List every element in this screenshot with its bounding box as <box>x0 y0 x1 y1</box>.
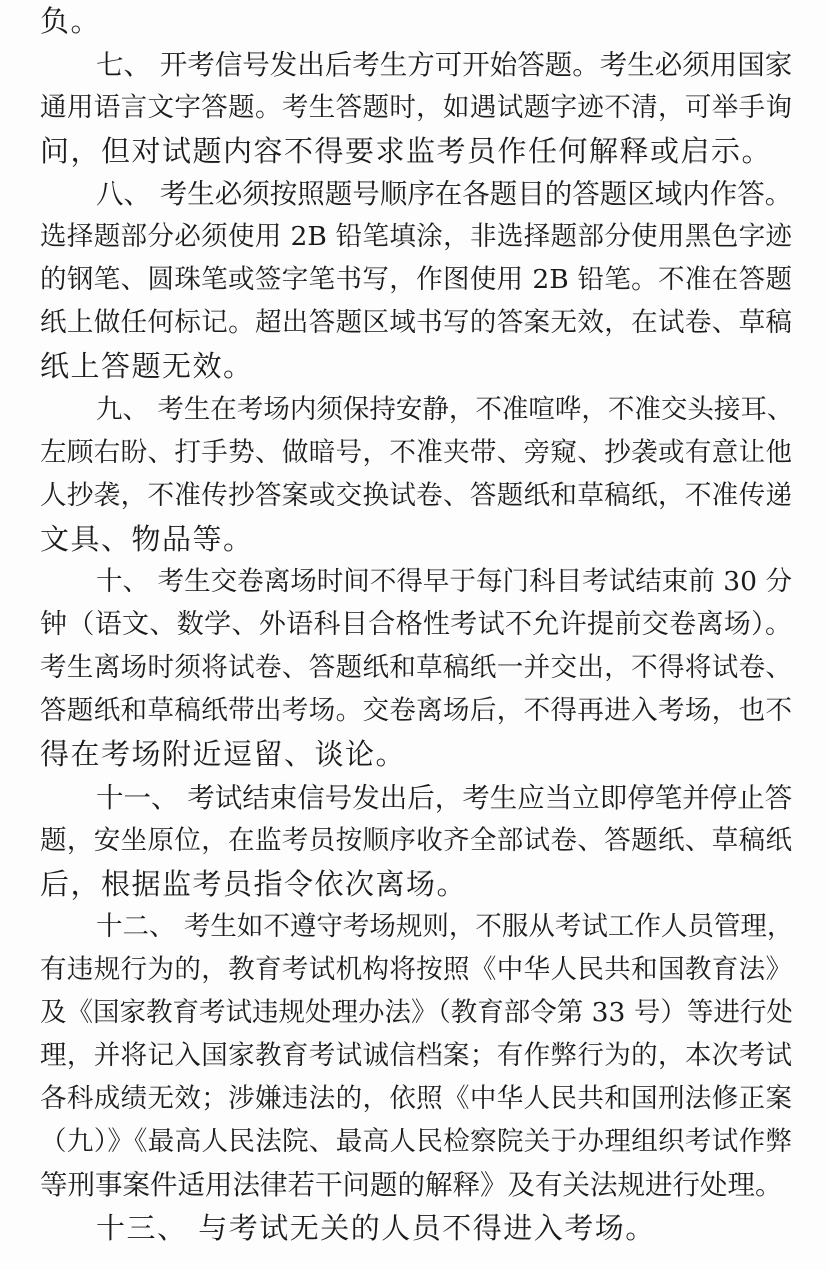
paragraph-12-line: 有违规行为的，教育考试机构将按照《中华人民共和国教育法》 <box>40 954 792 985</box>
paragraph-10-line: 钟（语文、数学、外语科目合格性考试不允许提前交卷离场）。 <box>40 609 792 640</box>
paragraph-8-line: 八、 考生必须按照题号顺序在各题目的答题区域内作答。 <box>96 178 793 210</box>
paragraph-7-line: 问，但对试题内容不得要求监考员作任何解释或启示。 <box>40 134 773 168</box>
paragraph-12-line: （九）》《最高人民法院、最高人民检察院关于办理组织考试作弊 <box>40 1126 792 1157</box>
paragraph-11-line: 题，安坐原位，在监考员按顺序收齐全部试卷、答题纸、草稿纸 <box>40 825 792 856</box>
paragraph-8-line: 纸上答题无效。 <box>40 349 254 383</box>
paragraph-8-line: 选择题部分必须使用 2B 铅笔填涂，非选择题部分使用黑色字迹 <box>40 221 792 252</box>
paragraph-9-line: 九、 考生在考场内须保持安静，不准喧哗，不准交头接耳、 <box>96 394 794 425</box>
paragraph-7-line: 七、 开考信号发出后考生方可开始答题。考生必须用国家 <box>96 49 793 81</box>
paragraph-8-line: 纸上做任何标记。超出答题区域书写的答案无效，在试卷、草稿 <box>40 307 792 338</box>
text-line: 负。 <box>40 4 102 38</box>
paragraph-13-line: 十三、 与考试无关的人员不得进入考场。 <box>96 1211 656 1245</box>
paragraph-11-line: 十一、 考试结束信号发出后，考生应当立即停笔并停止答 <box>96 782 793 814</box>
paragraph-8-line: 的钢笔、圆珠笔或签字笔书写，作图使用 2B 铅笔。不准在答题 <box>40 264 792 295</box>
paragraph-12-line: 十二、 考生如不遵守考场规则，不服从考试工作人员管理， <box>96 911 794 942</box>
paragraph-12-line: 及《国家教育考试违规处理办法》（教育部令第 33 号）等进行处 <box>40 997 793 1028</box>
paragraph-9-line: 人抄袭，不准传抄答案或交换试卷、答题纸和草稿纸，不准传递 <box>40 480 792 511</box>
paragraph-10-line: 答题纸和草稿纸带出考场。交卷离场后，不得再进入考场，也不 <box>40 695 792 726</box>
paragraph-12-line: 理，并将记入国家教育考试诚信档案；有作弊行为的，本次考试 <box>40 1040 792 1071</box>
paragraph-11-line: 后，根据监考员指令依次离场。 <box>40 867 468 901</box>
paragraph-10-line: 得在考场附近逗留、谈论。 <box>40 737 407 771</box>
paragraph-9-line: 左顾右盼、打手势、做暗号，不准夹带、旁窥、抄袭或有意让他 <box>40 437 792 468</box>
paragraph-7-line: 通用语言文字答题。考生答题时，如遇试题字迹不清，可举手询 <box>40 92 792 123</box>
paragraph-12-line: 等刑事案件适用法律若干问题的解释》及有关法规进行处理。 <box>40 1169 783 1201</box>
paragraph-10-line: 十、 考生交卷离场时间不得早于每门科目考试结束前 30 分 <box>96 566 792 597</box>
paragraph-10-line: 考生离场时须将试卷、答题纸和草稿纸一并交出，不得将试卷、 <box>40 652 792 683</box>
paragraph-12-line: 各科成绩无效；涉嫌违法的，依照《中华人民共和国刑法修正案 <box>40 1083 792 1114</box>
paragraph-9-line: 文具、物品等。 <box>40 522 254 556</box>
